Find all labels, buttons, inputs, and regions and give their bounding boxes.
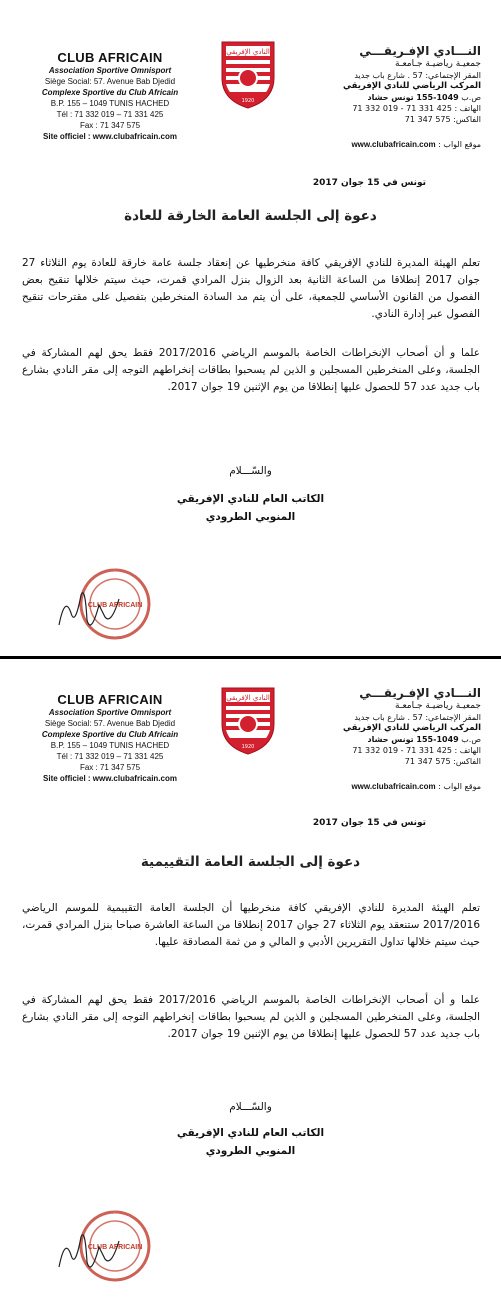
letter-title: دعوة إلى الجلسة العامة الخارقة للعادة [124,208,377,224]
paragraph-1: تعلم الهيئة المديرة للنادي الإفريقي كافة منخرطيها أن الجلسة العامة التقييمية للموسم الرياضي 2017/2016 ستنعقد يوم الثلاثاء 27 جوان 2017 إنطلاقا من الساعة العاشرة صباحا بنزل المرادي قمرت، حيث سيتم خلالها تداول التقريرين الأدبي و المالي و من ثمة المصادقة عليها. [22,902,480,948]
site-fr: Site officiel : www.clubafricain.com [43,132,177,141]
assoc-ar: جمعيـة رياضيـة جـامعـة [395,59,481,69]
bp-fr: B.P. 155 – 1049 TUNIS HACHED [50,99,170,108]
bp-ar: ص.ب 1049-155 تونس حشاد [367,735,481,744]
official-stamp [55,565,175,640]
official-stamp [55,1207,175,1282]
fax-ar: الفاكس: 71 347 575 [404,115,481,124]
salutation: والسّـــلام [229,1101,272,1113]
club-logo [216,684,280,756]
bp-fr: B.P. 155 – 1049 TUNIS HACHED [50,741,170,750]
french-letterhead [20,692,200,784]
club-name-fr: CLUB AFRICAIN [57,50,163,65]
arabic-letterhead [301,44,481,125]
logo-text: النادي الإفريقي [226,48,270,56]
stamp-text: CLUB AFRICAIN [87,1244,143,1251]
complexe-fr: Complexe Sportive du Club Africain [41,730,179,739]
signatory-title: الكاتب العام للنادي الإفريقي [176,493,325,505]
signatory-name: المنوبي الطرودي [205,511,296,523]
complexe-fr: Complexe Sportive du Club Africain [41,88,179,97]
complexe-ar: المركب الرياضي للنادي الإفريقي [343,723,481,733]
site-fr: Site officiel : www.clubafricain.com [43,774,177,783]
tel-ar: الهاتف : 71 332 019 - 71 331 425 [352,104,481,113]
club-name-ar: النـــادي الإفـريقـــي [359,686,481,700]
letter-date: تونس في 15 جوان 2017 [312,178,426,188]
salutation: والسّـــلام [229,465,272,477]
siege-fr: Siège Social: 57. Avenue Bab Djedid [44,719,176,728]
page-divider [0,656,501,659]
tel-fr: Tél : 71 332 019 – 71 331 425 [56,110,164,119]
paragraph-1: تعلم الهيئة المديرة للنادي الإفريقي كافة منخرطيها عن إنعقاد جلسة عامة خارقة للعادة يوم الثلاثاء 27 جوان 2017 إنطلاقا من الساعة الثانية بعد الزوال بنزل المرادي قمرت، حيث سيتم خلالها تنقيح بعض الفصول من القانون الأساسي للجمعية، على أن يتم مد السادة المنخرطين بتفصيل على مقترحات تنقيح الفصول عبر إدارة النادي. [22,257,480,320]
club-logo [216,38,280,110]
website-ar: موقع الواب : www.clubafricain.com [351,140,481,149]
tel-ar: الهاتف : 71 332 019 - 71 331 425 [352,746,481,755]
arabic-letterhead [301,686,481,767]
siege-ar: المقر الإجتماعي: 57 . شارع باب جديد [354,71,481,80]
letter-title: دعوة إلى الجلسة العامة التقييمية [140,854,361,870]
tel-fr: Tél : 71 332 019 – 71 331 425 [56,752,164,761]
french-letterhead [20,50,200,142]
signatory-name: المنوبي الطرودي [205,1145,296,1157]
paragraph-2: علما و أن أصحاب الإنخراطات الخاصة بالموسم الرياضي 2017/2016 فقط يحق لهم المشاركة في الجلسة، وعلى المنخرطين المسجلين و الذين لم يسحبوا بطاقات إنخراطهم التوجه إلى مقر النادي بشارع باب جديد عدد 57 للحصول عليها إنطلاقا من يوم الإثنين 19 جوان 2017. [22,347,480,393]
club-name-fr: CLUB AFRICAIN [57,692,163,707]
logo-text: النادي الإفريقي [226,694,270,702]
bp-ar: ص.ب 1049-155 تونس حشاد [367,93,481,102]
signature-block [0,462,501,526]
complexe-ar: المركب الرياضي للنادي الإفريقي [343,81,481,91]
website-ar: موقع الواب : www.clubafricain.com [351,782,481,791]
siege-fr: Siège Social: 57. Avenue Bab Djedid [44,77,176,86]
assoc-ar: جمعيـة رياضيـة جـامعـة [395,701,481,711]
siege-ar: المقر الإجتماعي: 57 . شارع باب جديد [354,713,481,722]
signatory-title: الكاتب العام للنادي الإفريقي [176,1127,325,1139]
fax-fr: Fax : 71 347 575 [79,763,141,772]
letter-2 [0,662,501,1309]
letter-1 [0,0,501,652]
fax-ar: الفاكس: 71 347 575 [404,757,481,766]
stamp-text: CLUB AFRICAIN [87,602,143,609]
letter-date: تونس في 15 جوان 2017 [312,818,426,828]
logo-year: 1920 [241,744,255,750]
signature-block [0,1098,501,1160]
club-name-ar: النـــادي الإفـريقـــي [359,44,481,58]
paragraph-2: علما و أن أصحاب الإنخراطات الخاصة بالموسم الرياضي 2017/2016 فقط يحق لهم المشاركة في الجلسة، وعلى المنخرطين المسجلين و الذين لم يسحبوا بطاقات إنخراطهم التوجه إلى مقر النادي بشارع باب جديد عدد 57 للحصول عليها إنطلاقا من يوم الإثنين 19 جوان 2017. [22,994,480,1040]
association-fr: Association Sportive Omnisport [48,66,172,75]
fax-fr: Fax : 71 347 575 [79,121,141,130]
association-fr: Association Sportive Omnisport [48,708,172,717]
logo-year: 1920 [241,98,255,104]
